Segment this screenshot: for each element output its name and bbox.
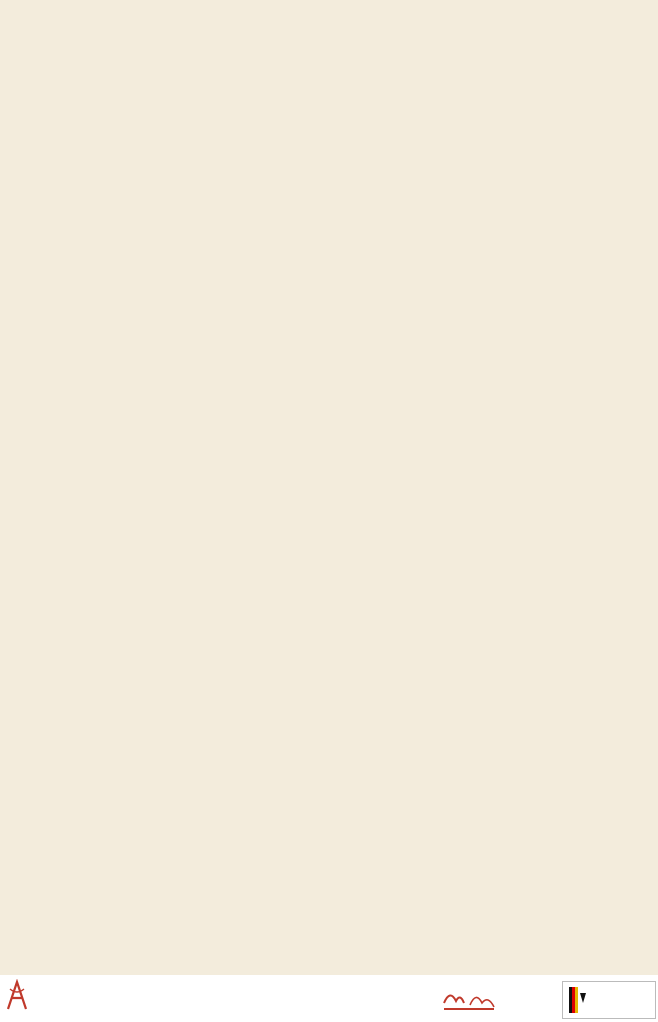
running-head bbox=[88, 30, 630, 50]
viewer-bottom-bar bbox=[0, 975, 658, 1022]
library-logo[interactable] bbox=[6, 979, 33, 1011]
partner-logo-icon bbox=[440, 985, 502, 1013]
library-seal-icon bbox=[6, 979, 28, 1011]
federal-eagle-icon bbox=[567, 987, 587, 1013]
catalog-entries bbox=[88, 59, 628, 71]
bkm-logo bbox=[562, 981, 656, 1019]
